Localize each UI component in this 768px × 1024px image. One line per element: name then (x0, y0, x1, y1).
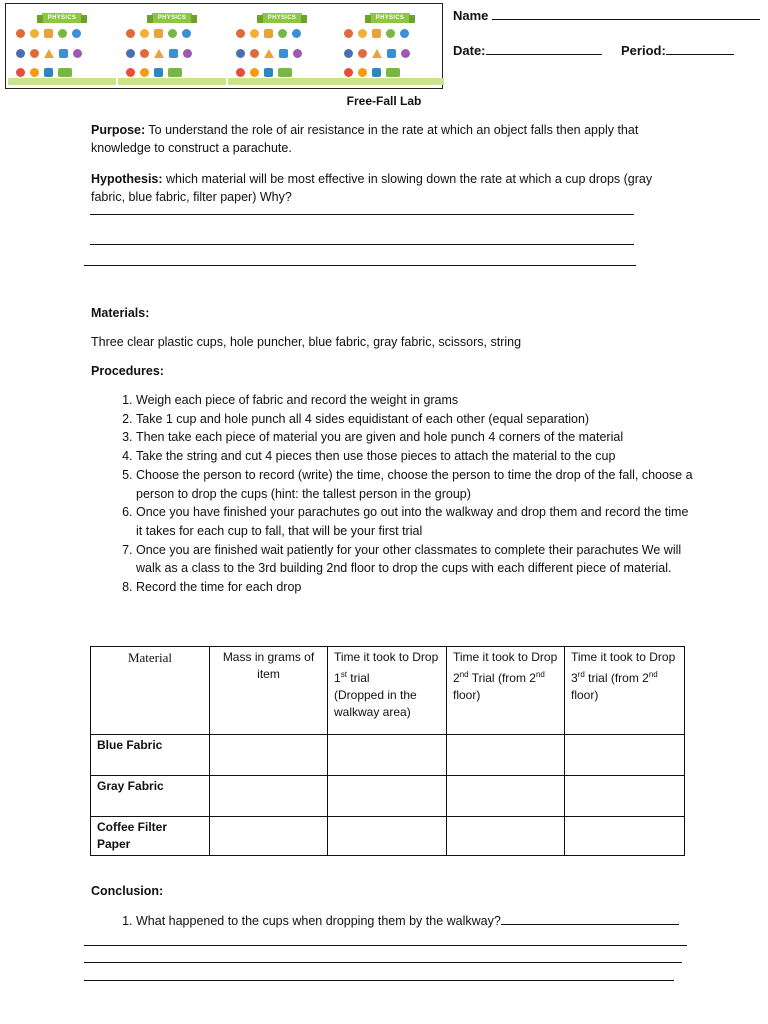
table-cell[interactable] (210, 817, 328, 856)
procedure-step: 1. Weigh each piece of fabric and record the weight in grams (136, 391, 696, 410)
conclusion-question: 1. What happened to the cups when dropping them by the walkway? (136, 911, 736, 928)
science-icons-row (126, 49, 192, 61)
magnet-icon (182, 29, 191, 38)
ruler-icon (279, 49, 288, 58)
compass-icon (358, 68, 367, 77)
procedure-step: 7. Once you are finished wait patiently for your other classmates to complete their parachutes We will walk as a class to the 3rd building 2nd floor to drop the cups with each different piece of material. (136, 541, 696, 578)
date-field[interactable] (453, 41, 602, 58)
hypothesis-paragraph (91, 170, 681, 206)
light-bulb-icon (358, 49, 367, 58)
target-icon (236, 68, 245, 77)
header-mass: Mass in grams of item (210, 647, 328, 735)
microscope-icon (154, 49, 164, 58)
header-material: Material (91, 647, 210, 735)
header-trial-1: Time it took to Drop 1st trial (Dropped in the walkway area) (328, 647, 447, 735)
procedure-step: 6. Once you have finished your parachutes go out into the walkway and drop them and record the time it takes for each cup to fall, that will be your first trial (136, 503, 696, 540)
answer-line[interactable] (84, 980, 674, 981)
apple-icon (58, 29, 67, 38)
hypothesis-label: Hypothesis: (91, 172, 163, 186)
compass-icon (30, 68, 39, 77)
banner-ribbon: PHYSICS (370, 13, 410, 23)
apple-icon (278, 29, 287, 38)
atom-icon (30, 29, 39, 38)
apple-icon (168, 29, 177, 38)
rocket-icon (58, 68, 72, 77)
microscope-icon (44, 49, 54, 58)
gear-icon (126, 29, 135, 38)
atom-icon (140, 29, 149, 38)
row-label: Blue Fabric (91, 735, 210, 776)
date-blank[interactable] (486, 41, 602, 55)
header-banner (5, 3, 443, 89)
banner-panel-footer (118, 78, 226, 85)
rocket-icon (168, 68, 182, 77)
rocket-icon (386, 68, 400, 77)
atom-icon (358, 29, 367, 38)
hypothesis-text: which material will be most effective in slowing down the rate at which a cup drops (gray fabric, blue fabric, filter paper) Why? (91, 172, 653, 204)
target-icon (126, 68, 135, 77)
conclusion-list (92, 911, 736, 928)
wave-icon (183, 49, 192, 58)
banner-panel-footer (8, 78, 116, 85)
monitor-icon (44, 68, 53, 77)
table-cell[interactable] (328, 735, 447, 776)
banner-panel (118, 7, 226, 85)
ruler-icon (169, 49, 178, 58)
table-cell[interactable] (328, 776, 447, 817)
banner-panel (8, 7, 116, 85)
banner-panel-footer (336, 78, 444, 85)
science-icons-row (16, 29, 81, 41)
wave-icon (401, 49, 410, 58)
date-label: Date: (453, 43, 486, 58)
ruler-icon (387, 49, 396, 58)
purpose-paragraph (91, 121, 671, 157)
flask-icon (154, 29, 163, 38)
header-trial-2: Time it took to Drop 2nd Trial (from 2nd floor) (447, 647, 565, 735)
name-label: Name (453, 8, 489, 23)
page-title: Free-Fall Lab (346, 94, 422, 108)
banner-panel (336, 7, 444, 85)
results-table (90, 646, 685, 856)
banner-ribbon: PHYSICS (262, 13, 302, 23)
conclusion-heading: Conclusion: (91, 884, 164, 898)
procedure-step: 5. Choose the person to record (write) the time, choose the person to time the drop of the fall, choose a person to drop the cups (hint: the tallest person in the group) (136, 466, 696, 503)
wave-icon (73, 49, 82, 58)
magnet-icon (72, 29, 81, 38)
table-header-row (91, 647, 685, 735)
banner-panel-footer (228, 78, 336, 85)
wave-icon (293, 49, 302, 58)
target-icon (344, 68, 353, 77)
procedure-step: 4. Take the string and cut 4 pieces then use those pieces to attach the material to the cup (136, 447, 696, 466)
procedure-step: 2. Take 1 cup and hole punch all 4 sides equidistant of each other (equal separation) (136, 410, 696, 429)
purpose-text: To understand the role of air resistance in the rate at which an object falls then apply that knowledge to construct a parachute. (91, 123, 639, 155)
compass-icon (250, 68, 259, 77)
procedure-step: 3. Then take each piece of material you are given and hole punch 4 corners of the material (136, 428, 696, 447)
answer-line[interactable] (90, 244, 634, 245)
answer-line[interactable] (501, 911, 679, 925)
microscope-icon (372, 49, 382, 58)
monitor-icon (372, 68, 381, 77)
science-icons-row (236, 49, 302, 61)
magnet-icon (292, 29, 301, 38)
row-label: Coffee Filter Paper (91, 817, 210, 856)
table-row (91, 817, 685, 856)
banner-panel (228, 7, 336, 85)
row-label: Gray Fabric (91, 776, 210, 817)
procedures-list (92, 391, 696, 597)
materials-heading: Materials: (91, 306, 150, 320)
answer-line[interactable] (84, 962, 682, 963)
table-cell[interactable] (565, 735, 685, 776)
compass-icon (140, 68, 149, 77)
magnet-icon (400, 29, 409, 38)
answer-line[interactable] (84, 265, 636, 266)
table-cell[interactable] (447, 735, 565, 776)
table-cell[interactable] (210, 735, 328, 776)
materials-text: Three clear plastic cups, hole puncher, blue fabric, gray fabric, scissors, string (91, 335, 522, 349)
planet-icon (236, 49, 245, 58)
flask-icon (372, 29, 381, 38)
name-blank[interactable] (492, 6, 760, 20)
light-bulb-icon (30, 49, 39, 58)
planet-icon (126, 49, 135, 58)
science-icons-row (126, 29, 191, 41)
apple-icon (386, 29, 395, 38)
table-row (91, 776, 685, 817)
flask-icon (44, 29, 53, 38)
monitor-icon (154, 68, 163, 77)
gear-icon (344, 29, 353, 38)
science-icons-row (344, 49, 410, 61)
procedure-step: 8. Record the time for each drop (136, 578, 696, 597)
rocket-icon (278, 68, 292, 77)
microscope-icon (264, 49, 274, 58)
flask-icon (264, 29, 273, 38)
name-field[interactable] (453, 6, 760, 23)
gear-icon (16, 29, 25, 38)
table-row (91, 735, 685, 776)
table-cell[interactable] (565, 817, 685, 856)
science-icons-row (236, 29, 301, 41)
monitor-icon (264, 68, 273, 77)
target-icon (16, 68, 25, 77)
procedures-heading: Procedures: (91, 364, 164, 378)
light-bulb-icon (250, 49, 259, 58)
header-trial-3: Time it took to Drop 3rd trial (from 2nd floor) (565, 647, 685, 735)
table-cell[interactable] (328, 817, 447, 856)
period-label: Period: (621, 43, 666, 58)
science-icons-row (344, 29, 409, 41)
science-icons-row (16, 49, 82, 61)
period-blank[interactable] (666, 41, 734, 55)
table-cell[interactable] (210, 776, 328, 817)
answer-line[interactable] (84, 945, 687, 946)
planet-icon (16, 49, 25, 58)
planet-icon (344, 49, 353, 58)
table-cell[interactable] (565, 776, 685, 817)
table-cell[interactable] (447, 817, 565, 856)
gear-icon (236, 29, 245, 38)
purpose-label: Purpose: (91, 123, 146, 137)
table-cell[interactable] (447, 776, 565, 817)
atom-icon (250, 29, 259, 38)
period-field[interactable] (621, 41, 734, 58)
banner-ribbon: PHYSICS (152, 13, 192, 23)
answer-line[interactable] (90, 214, 634, 215)
ruler-icon (59, 49, 68, 58)
light-bulb-icon (140, 49, 149, 58)
banner-ribbon: PHYSICS (42, 13, 82, 23)
